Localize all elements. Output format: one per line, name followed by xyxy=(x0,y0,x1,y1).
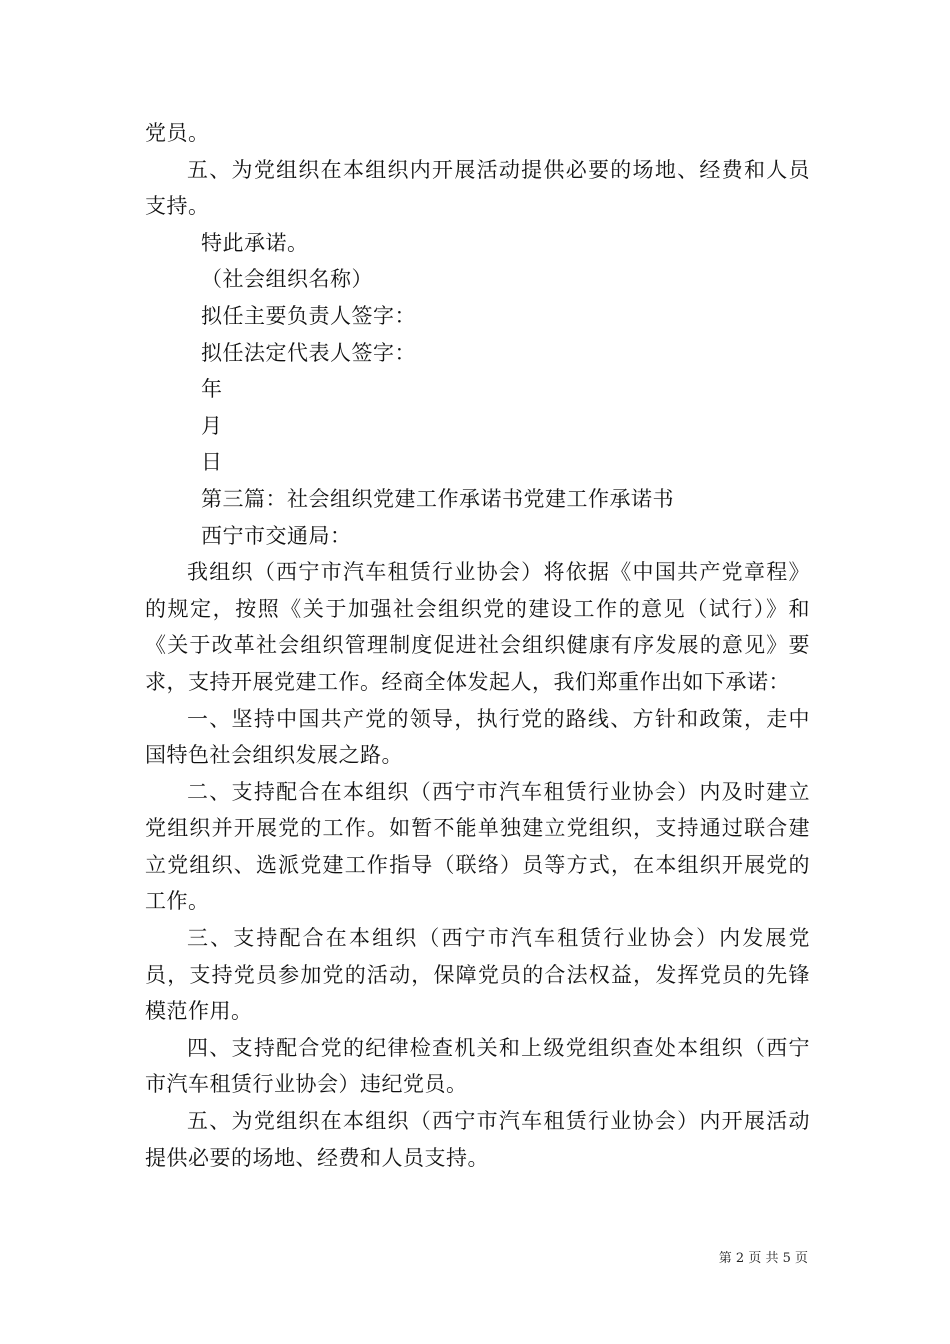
paragraph: 四、支持配合党的纪律检查机关和上级党组织查处本组织（西宁市汽车租赁行业协会）违纪党员。 xyxy=(145,1035,810,1097)
organization-name-field: （社会组织名称） xyxy=(201,267,373,292)
date-year: 年 xyxy=(201,377,223,402)
document-body xyxy=(145,115,810,1176)
addressee: 西宁市交通局： xyxy=(201,523,352,548)
legal-rep-signature-line: 拟任法定代表人签字： xyxy=(201,340,416,365)
paragraph: 三、支持配合在本组织（西宁市汽车租赁行业协会）内发展党员，支持党员参加党的活动，保障党员的合法权益，发挥党员的先锋模范作用。 xyxy=(145,926,810,1024)
date-day: 日 xyxy=(201,450,223,475)
paragraph: 二、支持配合在本组织（西宁市汽车租赁行业协会）内及时建立党组织并开展党的工作。如暂不能单独建立党组织，支持通过联合建立党组织、选派党建工作指导（联络）员等方式，在本组织开展党的工作。 xyxy=(145,779,810,914)
section-heading: 第三篇：社会组织党建工作承诺书党建工作承诺书 xyxy=(201,486,674,511)
paragraph: 五、为党组织在本组织（西宁市汽车租赁行业协会）内开展活动提供必要的场地、经费和人员支持。 xyxy=(145,1109,810,1170)
date-month: 月 xyxy=(201,413,223,438)
page-number: 第 2 页 共 5 页 xyxy=(718,1251,808,1266)
paragraph: 党员。 xyxy=(145,121,210,145)
paragraph: 一、坚持中国共产党的领导，执行党的路线、方针和政策，走中国特色社会组织发展之路。 xyxy=(145,706,810,768)
paragraph: 我组织（西宁市汽车租赁行业协会）将依据《中国共产党章程》的规定，按照《关于加强社会组织党的建设工作的意见（试行）》和《关于改革社会组织管理制度促进社会组织健康有序发展的意见》要求，支持开展党建工作。经商全体发起人，我们郑重作出如下承诺： xyxy=(145,560,810,694)
principal-signature-line: 拟任主要负责人签字： xyxy=(201,303,416,328)
closing-statement: 特此承诺。 xyxy=(201,230,309,255)
paragraph: 五、为党组织在本组织内开展活动提供必要的场地、经费和人员支持。 xyxy=(145,157,810,219)
